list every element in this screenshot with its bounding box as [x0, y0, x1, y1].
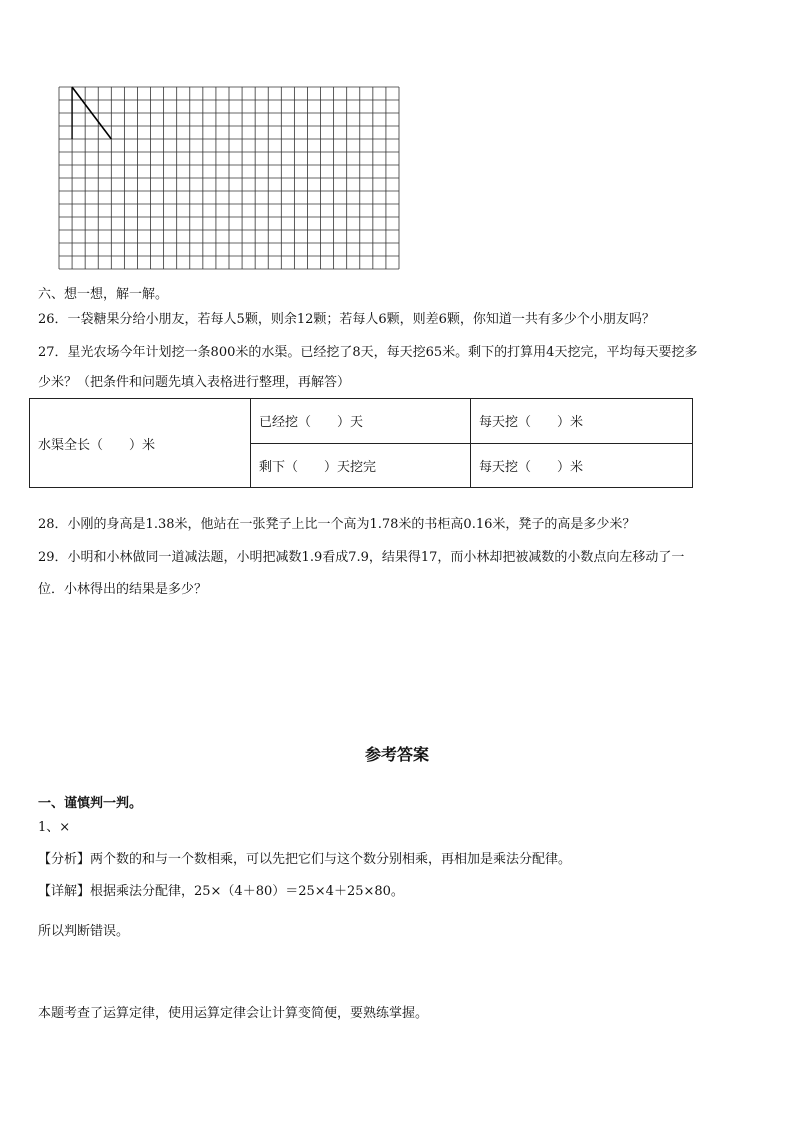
answer-1-summary: 本题考查了运算定律，使用运算定律会让计算变简便，要熟练掌握。: [38, 1006, 429, 1021]
question-27-line2: 少米？（把条件和问题先填入表格进行整理，再解答）: [38, 375, 351, 390]
grid-paper: [58, 86, 402, 272]
cell-daily-dug-1: 每天挖（ ）米: [471, 399, 693, 444]
organize-table: [29, 398, 693, 488]
section6-heading: 六、想一想，解一解。: [38, 287, 169, 302]
question-29-line2: 位．小林得出的结果是多少？: [38, 582, 208, 597]
answer-1-conclusion: 所以判断错误。: [38, 924, 130, 939]
cell-dug-days: 已经挖（ ）天: [251, 399, 471, 444]
question-26: 26．一袋糖果分给小朋友，若每人5颗，则余12颗；若每人6颗，则差6颗，你知道一共有多少个小朋友吗？: [38, 312, 655, 327]
question-28: 28．小刚的身高是1.38米，他站在一张凳子上比一个高为1.78米的书柜高0.16米，凳子的高是多少米？: [38, 517, 636, 532]
cell-remaining-days: 剩下（ ）天挖完: [251, 443, 471, 488]
answer-1-mark: 1、×: [38, 820, 71, 835]
answer-section-1: 一、谨慎判一判。: [38, 796, 143, 811]
answer-title: 参考答案: [364, 745, 429, 764]
question-29-line1: 29．小明和小林做同一道减法题，小明把减数1.9看成7.9，结果得17，而小林却把被减数的小数点向左移动了一: [38, 550, 685, 565]
cell-daily-dug-2: 每天挖（ ）米: [471, 443, 693, 488]
answer-1-detail: 【详解】根据乘法分配律，25×（4＋80）＝25×4＋25×80。: [38, 884, 404, 899]
answer-1-analysis: 【分析】两个数的和与一个数相乘，可以先把它们与这个数分别相乘，再相加是乘法分配律。: [38, 852, 572, 867]
question-27-line1: 27．星光农场今年计划挖一条800米的水渠。已经挖了8天，每天挖65米。剩下的打算用4天挖完，平均每天要挖多: [38, 345, 698, 360]
cell-total-length: 水渠全长（ ）米: [30, 399, 251, 488]
